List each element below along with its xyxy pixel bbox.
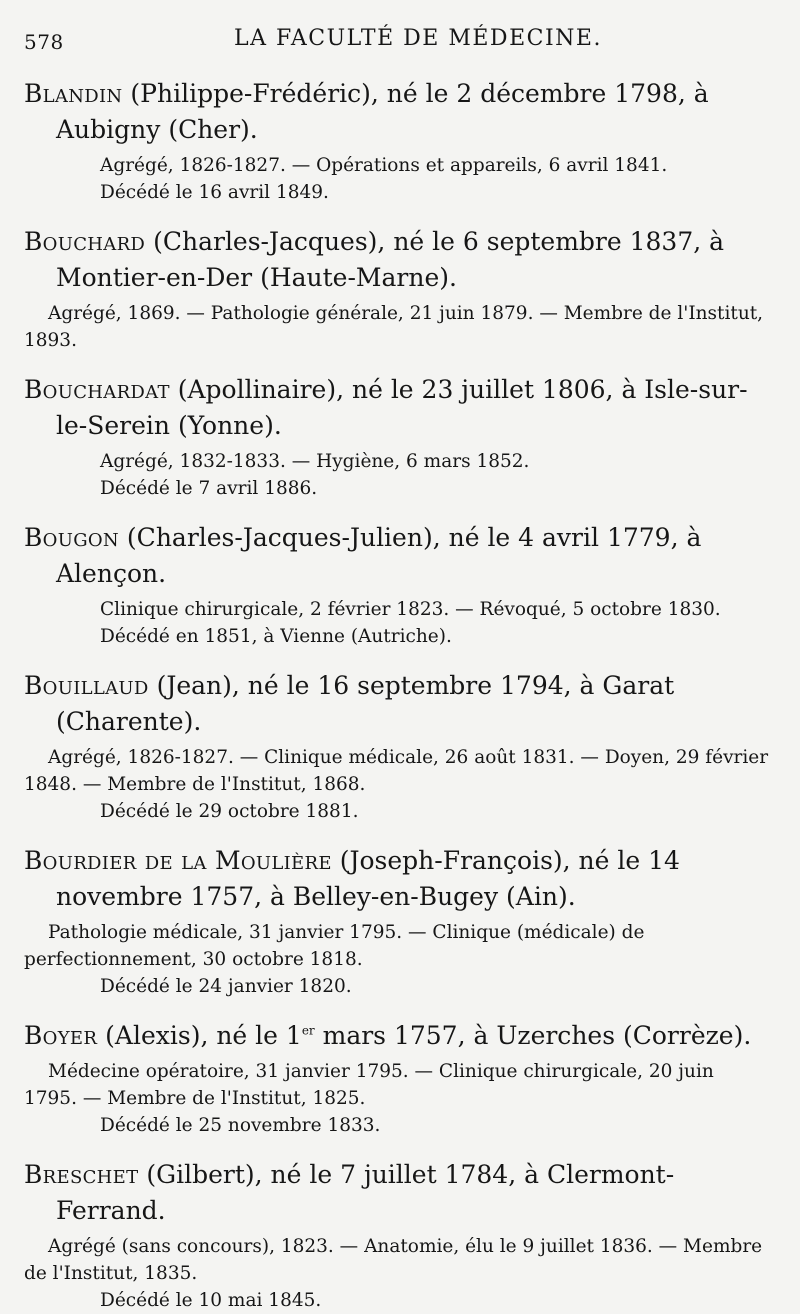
entry-headline xyxy=(24,520,770,592)
entry-career: Agrégé, 1826-1827. — Opérations et appareils, 6 avril 1841. xyxy=(100,155,668,176)
entry-birth-pre: (Alexis), né le 1 xyxy=(97,1021,302,1050)
entry-birth: (Philippe-Frédéric), né le 2 décembre 1798, à Aubigny (Cher). xyxy=(56,79,709,144)
entry-death: Décédé le 24 janvier 1820. xyxy=(100,976,352,997)
entry-birth: (Charles-Jacques), né le 6 septembre 1837, à Montier-en-Der (Haute-Marne). xyxy=(56,227,725,292)
entry-career: Agrégé, 1832-1833. — Hygiène, 6 mars 1852. xyxy=(100,451,530,472)
entry-details xyxy=(24,919,770,1000)
entry-birth: (Gilbert), né le 7 juillet 1784, à Clermont-Ferrand. xyxy=(56,1160,675,1225)
entry-career: Agrégé, 1826-1827. — Clinique médicale, 26 août 1831. — Doyen, 29 février 1848. — Membre de l'Institut, 1868. xyxy=(24,747,769,795)
entry-career: Agrégé (sans concours), 1823. — Anatomie, élu le 9 juillet 1836. — Membre de l'Institut, 1835. xyxy=(24,1236,763,1284)
entry-surname: Breschet xyxy=(24,1160,139,1189)
entry-birth: (Charles-Jacques-Julien), né le 4 avril 1779, à Alençon. xyxy=(56,523,702,588)
entry-career: Médecine opératoire, 31 janvier 1795. — Clinique chirurgicale, 20 juin 1795. — Membre de l'Institut, 1825. xyxy=(24,1061,714,1109)
entry-details xyxy=(24,152,770,206)
entry-headline xyxy=(24,1018,770,1054)
entry-boyer xyxy=(24,1018,770,1139)
entry-breschet xyxy=(24,1157,770,1314)
entry-headline xyxy=(24,1157,770,1229)
entry-death: Décédé le 25 novembre 1833. xyxy=(100,1115,381,1136)
entry-bouchard xyxy=(24,224,770,354)
entry-details xyxy=(24,448,770,502)
entry-headline xyxy=(24,668,770,740)
entry-birth: (Jean), né le 16 septembre 1794, à Garat (Charente). xyxy=(56,671,675,736)
entry-career: Agrégé, 1869. — Pathologie générale, 21 juin 1879. — Membre de l'Institut, 1893. xyxy=(24,303,764,351)
entry-surname: Bouchardat xyxy=(24,375,170,404)
page-number: 578 xyxy=(24,30,64,54)
running-header xyxy=(24,18,770,58)
entry-birth: (Joseph-François), né le 14 novembre 1757, à Belley-en-Bugey (Ain). xyxy=(56,846,680,911)
entry-surname: Bouchard xyxy=(24,227,146,256)
entry-details xyxy=(24,744,770,825)
entry-surname: Bougon xyxy=(24,523,119,552)
entry-bougon xyxy=(24,520,770,650)
entry-death: Décédé le 29 octobre 1881. xyxy=(100,801,359,822)
entry-death: Décédé en 1851, à Vienne (Autriche). xyxy=(100,626,452,647)
entry-details xyxy=(24,300,770,354)
entry-surname: Blandin xyxy=(24,79,123,108)
entry-details xyxy=(24,1233,770,1314)
entry-birth: mars 1757, à Uzerches (Corrèze). xyxy=(314,1021,752,1050)
entry-headline xyxy=(24,224,770,296)
entry-bouillaud xyxy=(24,668,770,825)
entry-headline xyxy=(24,843,770,915)
entry-birth-superscript: er xyxy=(301,1023,315,1038)
entry-details xyxy=(24,1058,770,1139)
entry-surname: Bouillaud xyxy=(24,671,149,700)
entry-death: Décédé le 7 avril 1886. xyxy=(100,478,318,499)
entry-details xyxy=(24,596,770,650)
entry-bouchardat xyxy=(24,372,770,502)
entry-career: Clinique chirurgicale, 2 février 1823. — Révoqué, 5 octobre 1830. xyxy=(100,599,721,620)
entry-death: Décédé le 10 mai 1845. xyxy=(100,1290,322,1311)
entry-headline xyxy=(24,76,770,148)
entry-birth: (Apollinaire), né le 23 juillet 1806, à Isle-sur-le-Serein (Yonne). xyxy=(56,375,748,440)
entry-surname: Bourdier de la Moulière xyxy=(24,846,332,875)
entry-surname: Boyer xyxy=(24,1021,98,1050)
entry-career: Pathologie médicale, 31 janvier 1795. — Clinique (médicale) de perfectionnement, 30 octobre 1818. xyxy=(24,922,645,970)
entry-blandin xyxy=(24,76,770,206)
entry-headline xyxy=(24,372,770,444)
entry-death: Décédé le 16 avril 1849. xyxy=(100,182,329,203)
entry-bourdier xyxy=(24,843,770,1000)
running-title: LA FACULTÉ DE MÉDECINE. xyxy=(234,26,602,51)
